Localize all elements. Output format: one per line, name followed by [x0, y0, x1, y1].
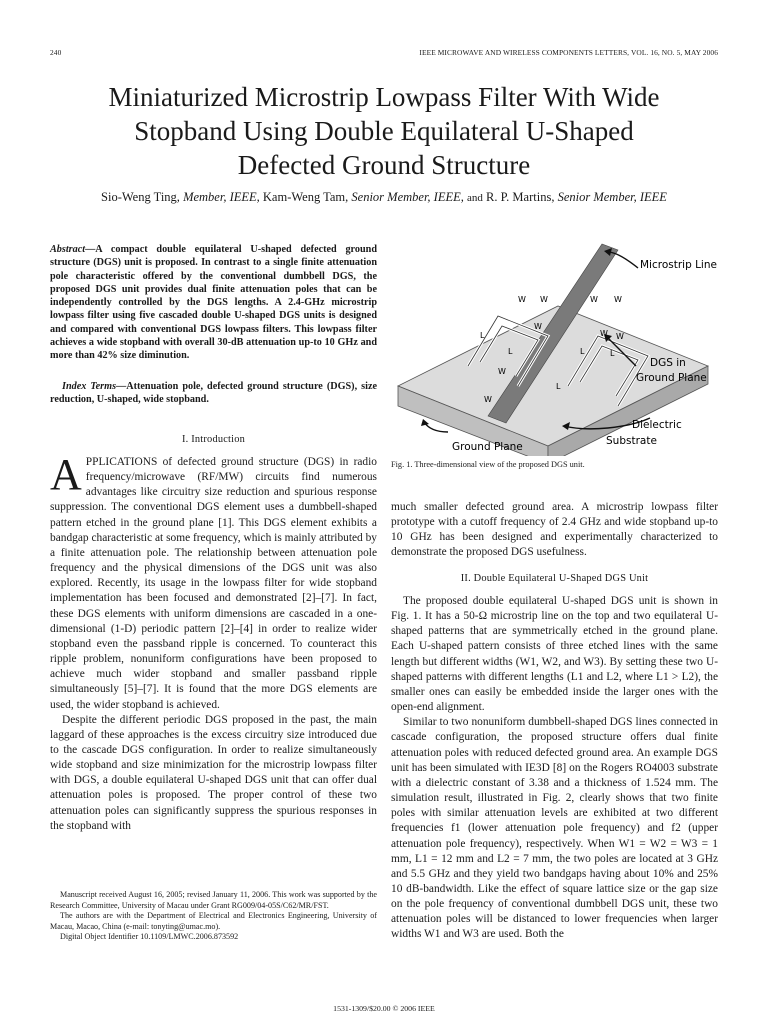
label-l1: L: [480, 331, 485, 340]
label-w1: W: [540, 295, 548, 304]
page-footer: 1531-1309/$20.00 © 2006 IEEE: [333, 1004, 435, 1013]
label-l2: L: [508, 347, 513, 356]
label-w3: W: [600, 329, 608, 338]
author-name: R. P. Martins,: [486, 190, 555, 204]
footnote-doi: Digital Object Identifier 10.1109/LMWC.2006.873592: [60, 932, 239, 942]
abstract-label: Abstract: [50, 244, 86, 255]
journal-header: IEEE MICROWAVE AND WIRELESS COMPONENTS LETTERS, VOL. 16, NO. 5, MAY 2006: [419, 48, 718, 57]
author-role: Senior Member, IEEE,: [351, 190, 464, 204]
label-w2: W: [616, 332, 624, 341]
index-terms-text: —Attenuation pole, defected ground structure (DGS), size reduction, U-shaped, wide stopband.: [50, 381, 377, 406]
label-dgs-2: Ground Plane: [636, 372, 707, 384]
author-role: Senior Member, IEEE: [557, 190, 667, 204]
author-list: [40, 190, 728, 205]
label-l2: L: [580, 347, 585, 356]
title-line: Miniaturized Microstrip Lowpass Filter With Wide: [108, 82, 660, 112]
paper-title: [40, 80, 728, 182]
author-name: Sio-Weng Ting,: [101, 190, 180, 204]
paragraph: Similar to two nonuniform dumbbell-shaped DGS lines connected in cascade configuration, the proposed structure offers dual finite attenuation poles with reduced defected ground area. An example DGS unit has been simulated with IE3D [8] on the Rogers RO4003 substrate with a dielectric constant of 3.38 and a thickness of 1.524 mm. The simulation result, illustrated in Fig. 2, clearly shows that two finite poles with similar attenuation levels are exhibited at two different frequencies f1 (lower attenuation pole frequency) and f2 (upper attenuation pole frequency), respectively. When W1 = W2 = W3 = 1 mm, L1 = 12 mm and L2 = 7 mm, the two poles are located at 3 GHz and 5.5 GHz and they yield two bandgaps having about 10% and 25% 10 dB-bandwidth. Like the effect of square lattice size or the gap size on the pole frequency of conventional dumbbell DGS unit, these two attenuation poles will be distanced to lower frequencies when larger widths W1 and W3 are used. Both the: [391, 716, 718, 941]
label-w1: W: [484, 395, 492, 404]
label-w2: W: [590, 295, 598, 304]
label-dielectric-2: Substrate: [606, 435, 657, 447]
intro-body: [50, 450, 377, 834]
author-name: Kam-Weng Tam,: [262, 190, 349, 204]
label-w2: W: [498, 367, 506, 376]
paragraph: much smaller defected ground area. A microstrip lowpass filter prototype with a cutoff frequency of 2.4 GHz and wide stopband up-to 10 GHz has been designed and experimentally characterized to demonstrate the proposed DGS usefulness.: [391, 501, 718, 559]
label-dielectric-1: Dielectric: [632, 419, 682, 431]
label-w1: W: [534, 322, 542, 331]
label-l1: L: [556, 382, 561, 391]
label-w3: W: [614, 295, 622, 304]
abstract-text: —A compact double equilateral U-shaped defected ground structure (DGS) unit is proposed. In contrast to a single finite attenuation pole characteristic offered by the conventional dumbbell DGS, the proposed DGS unit provides dual finite attenuation poles that can be independently controlled by the DGS lengths. A 2.4-GHz microstrip lowpass filter using five cascaded double U-shaped DGS units is designed and compared with conventional DGS lowpass filters. This lowpass filter achieves a wide stopband with overall 30-dB attenuation up-to 10 GHz and more than 42% size diminution.: [50, 244, 377, 362]
footnote-affiliation: The authors are with the Department of Electrical and Electronics Engineering, University of Macau, Macao, China (e-mail: tonyting@umac.mo).: [50, 911, 377, 931]
figure-1-dgs-diagram: [388, 236, 718, 456]
page-number: 240: [50, 48, 62, 57]
paragraph: Despite the different periodic DGS proposed in the past, the main laggard of these approaches is the excess circuitry size introduced due to the cascade DGS configuration. In order to realize simultaneously wide stopband and size minimization for the microstrip lowpass filter with DGS, a double equilateral U-shaped DGS unit that can offer dual attenuation poles is proposed. The proper control of these two attenuation poles can significantly suppress the spurious responses in the stopband with: [50, 713, 377, 832]
title-line: Stopband Using Double Equilateral U-Shaped: [134, 116, 634, 146]
index-terms-label: Index Terms: [62, 381, 117, 392]
paragraph: PPLICATIONS of defected ground structure (DGS) in radio frequency/microwave (RF/MW) circuits find numerous advantages like circuitry size reduction and spurious response suppression. The conventional DGS element uses a dumbbell-shaped pattern etched in the ground plane [1]. This DGS element exhibits a bandgap characteristic at some frequency, which is mainly attributed by a finite attenuation pole. The relationship between attenuation pole frequency and the physical dimensions of the DGS unit was also explored. Recently, its usage in the lowpass filter for wide stopband implementation has been focused and demonstrated [2]–[7]. In fact, these DGS elements with uniform dimensions are cascaded in a one-dimensional (1-D) periodic pattern [2]–[4] in order to realize wider stopband even the passband ripple is concerned. To counteract this ripple problem, nonuniform configurations have been proposed to achieve much wider stopband and smaller passband ripple simultaneously [5]–[7]. It is found that the more DGS elements are used, the wider stopband is achieved.: [50, 456, 377, 711]
figure-caption: Fig. 1. Three-dimensional view of the proposed DGS unit.: [391, 460, 585, 469]
running-header: [50, 48, 718, 60]
section-heading: II. Double Equilateral U-Shaped DGS Unit: [460, 573, 649, 584]
author-role: Member, IEEE,: [183, 190, 260, 204]
label-ground-plane: Ground Plane: [452, 441, 523, 453]
author-conjunction: and: [467, 192, 483, 204]
footnote: [50, 890, 377, 943]
section-2-body: [391, 594, 718, 943]
label-l1: L: [610, 349, 615, 358]
section-heading: I. Introduction: [181, 434, 246, 445]
footnote-manuscript: Manuscript received August 16, 2005; revised January 11, 2006. This work was supported by the Research Committee, University of Macau under Grant RG009/04-05S/C62/MR/FST.: [50, 890, 377, 910]
label-w1: W: [518, 295, 526, 304]
drop-cap: A: [50, 450, 82, 499]
index-terms: [50, 380, 377, 407]
title-line: Defected Ground Structure: [237, 150, 531, 180]
paragraph: The proposed double equilateral U-shaped DGS unit is shown in Fig. 1. It has a 50-Ω microstrip line on the top and two equilateral U-shaped patterns that are symmetrically etched in the ground plane. Each U-shaped pattern consists of three etched lines with the same length but different widths (W1, W2, and W3). By setting these two U-shaped patterns with different lengths (L1 and L2, where L1 > L2), the smaller ones can easily be embedded inside the larger ones with the open-end alignment.: [391, 595, 718, 714]
label-microstrip: Microstrip Line: [640, 259, 717, 271]
abstract: [50, 243, 377, 363]
label-dgs-1: DGS in: [650, 357, 686, 369]
